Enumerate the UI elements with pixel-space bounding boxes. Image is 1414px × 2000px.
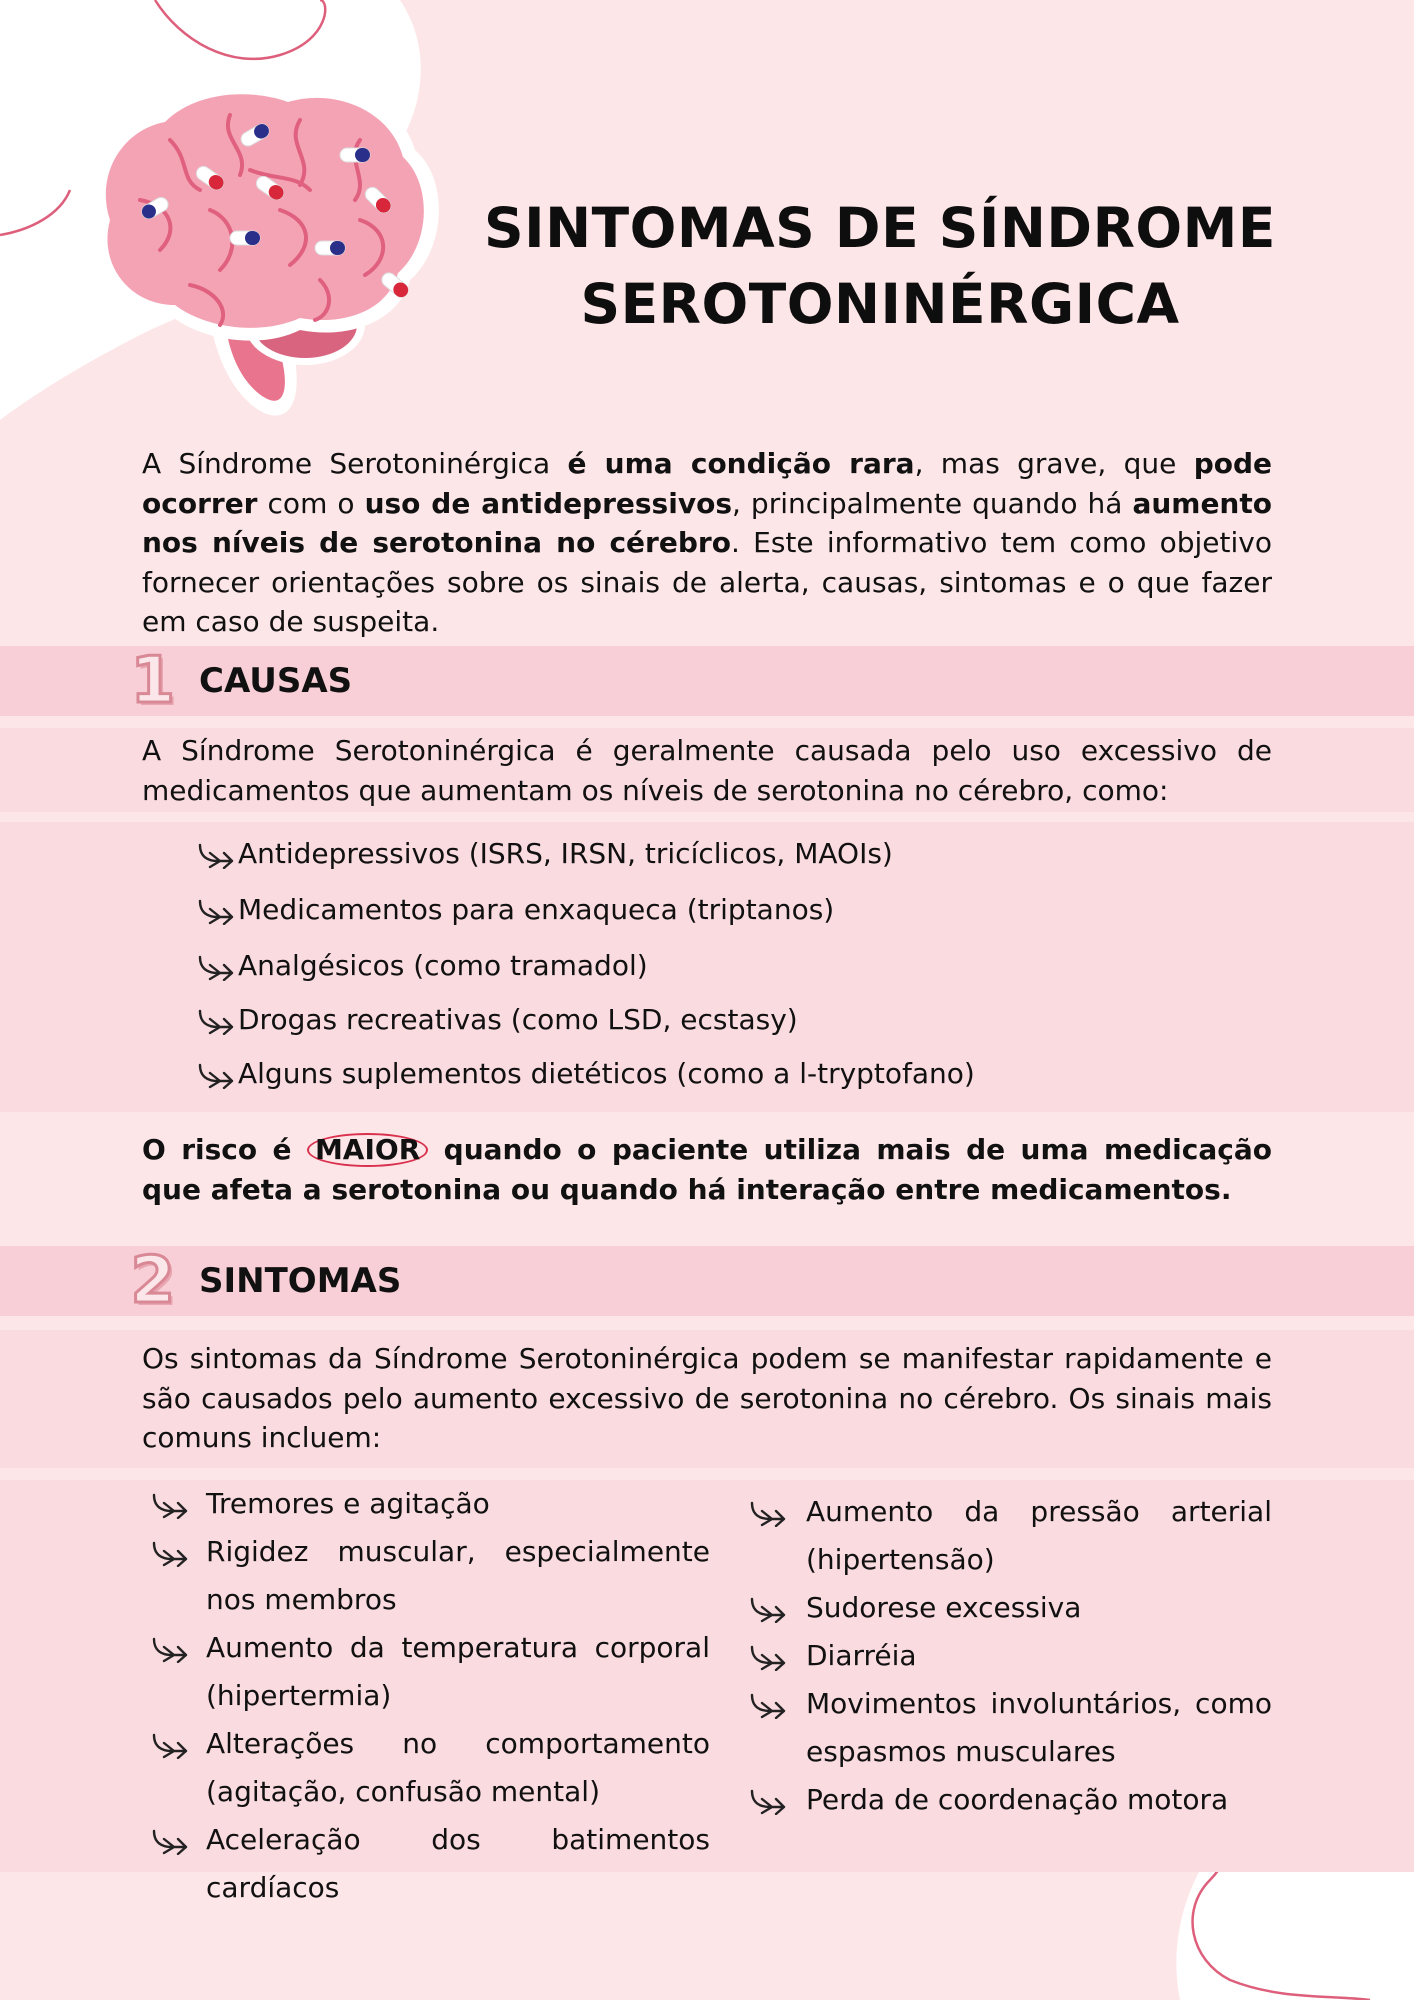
list-item: [196, 942, 1196, 990]
list-item: [150, 1528, 710, 1624]
symptoms-title: SINTOMAS: [199, 1261, 402, 1301]
brain-with-pills-illustration: [60, 70, 480, 430]
symptom-item-text: Sudorese excessiva: [806, 1591, 1082, 1624]
symptoms-right-list: [748, 1488, 1272, 1824]
curved-arrow-right-icon: [196, 830, 238, 878]
risk-text: O risco é: [142, 1133, 307, 1166]
list-item: [748, 1584, 1272, 1632]
symptom-item-text: Alterações no comportamento (agitação, confusão mental): [206, 1727, 710, 1808]
symptom-item-text: Aumento da temperatura corporal (hipertermia): [206, 1631, 710, 1712]
symptom-item-text: Movimentos involuntários, como espasmos musculares: [806, 1687, 1272, 1768]
symptom-item-text: Tremores e agitação: [206, 1487, 490, 1520]
causes-header-band: [0, 646, 1414, 716]
symptoms-header-band: [0, 1246, 1414, 1316]
curved-arrow-right-icon: [748, 1584, 790, 1632]
curved-arrow-right-icon: [150, 1528, 192, 1576]
intro-text: , principalmente quando há: [731, 486, 1133, 520]
intro-text: , mas grave, que: [914, 447, 1194, 480]
intro-text: com o: [257, 486, 365, 520]
intro-bold: aumento nos níveis de serotonina no cérebro: [142, 486, 1272, 559]
symptom-item-text: Aumento da pressão arterial (hipertensão): [806, 1495, 1272, 1576]
symptoms-number: 2: [130, 1244, 175, 1318]
list-item: [150, 1816, 710, 1912]
causes-list: [196, 830, 1196, 1098]
causes-number-wrap: [0, 644, 175, 718]
page-title-line2: SEROTONINÉRGICA: [580, 272, 1180, 336]
cause-item-text: Analgésicos (como tramadol): [238, 949, 648, 982]
list-item: [748, 1488, 1272, 1584]
cause-item-text: Medicamentos para enxaqueca (triptanos): [238, 893, 835, 926]
causes-number: 1: [130, 644, 175, 718]
curved-arrow-right-icon: [196, 996, 238, 1044]
intro-bold: é uma condição rara: [567, 447, 915, 480]
curved-arrow-right-icon: [150, 1816, 192, 1864]
risk-note: [142, 1130, 1272, 1210]
intro-text: A Síndrome Serotoninérgica: [142, 447, 568, 480]
causes-description: A Síndrome Serotoninérgica é geralmente causada pelo uso excessivo de medicamentos que aumentam os níveis de serotonina no cérebro, como:: [142, 734, 1272, 807]
list-item: [196, 886, 1196, 934]
list-item: [748, 1632, 1272, 1680]
intro-paragraph: [142, 444, 1272, 642]
curved-arrow-right-icon: [150, 1480, 192, 1528]
curved-arrow-right-icon: [196, 942, 238, 990]
curved-arrow-right-icon: [748, 1776, 790, 1824]
list-item: [150, 1720, 710, 1816]
list-item: [196, 830, 1196, 878]
cause-item-text: Drogas recreativas (como LSD, ecstasy): [238, 1003, 798, 1036]
symptoms-number-wrap: [0, 1244, 175, 1318]
list-item: [150, 1624, 710, 1720]
list-item: [748, 1680, 1272, 1776]
curved-arrow-right-icon: [748, 1488, 790, 1536]
curved-arrow-right-icon: [748, 1680, 790, 1728]
symptoms-description: Os sintomas da Síndrome Serotoninérgica podem se manifestar rapidamente e são causados pelo aumento excessivo de serotonina no cérebro. Os sinais mais comuns incluem:: [142, 1342, 1272, 1454]
page-title: [480, 190, 1280, 342]
curved-arrow-right-icon: [196, 1050, 238, 1098]
cause-item-text: Alguns suplementos dietéticos (como a l-tryptofano): [238, 1057, 975, 1090]
symptoms-left-list: [150, 1480, 710, 1912]
list-item: [748, 1776, 1272, 1824]
symptom-item-text: Diarréia: [806, 1639, 917, 1672]
intro-bold: uso de antidepressivos: [364, 486, 732, 520]
intro-text: . Este informativo tem como objetivo fornecer orientações sobre os sinais de alerta, causas, sintomas e o que fazer em caso de suspeita.: [142, 526, 1272, 638]
risk-highlight: MAIOR: [307, 1133, 428, 1167]
page-title-line1: SINTOMAS DE SÍNDROME: [484, 196, 1276, 260]
causes-title: CAUSAS: [199, 661, 353, 701]
list-item: [196, 996, 1196, 1044]
symptom-item-text: Perda de coordenação motora: [806, 1783, 1229, 1816]
symptom-item-text: Aceleração dos batimentos cardíacos: [206, 1823, 710, 1904]
cause-item-text: Antidepressivos (ISRS, IRSN, tricíclicos, MAOIs): [238, 837, 893, 870]
curved-arrow-right-icon: [748, 1632, 790, 1680]
curved-arrow-right-icon: [196, 886, 238, 934]
list-item: [196, 1050, 1196, 1098]
curved-arrow-right-icon: [150, 1720, 192, 1768]
curved-arrow-right-icon: [150, 1624, 192, 1672]
list-item: [150, 1480, 710, 1528]
symptom-item-text: Rigidez muscular, especialmente nos membros: [206, 1535, 710, 1616]
intro-bold: pode ocorrer: [142, 447, 1272, 520]
risk-text: quando o paciente utiliza mais de uma medicação que afeta a serotonina ou quando há interação entre medicamentos.: [142, 1133, 1272, 1206]
